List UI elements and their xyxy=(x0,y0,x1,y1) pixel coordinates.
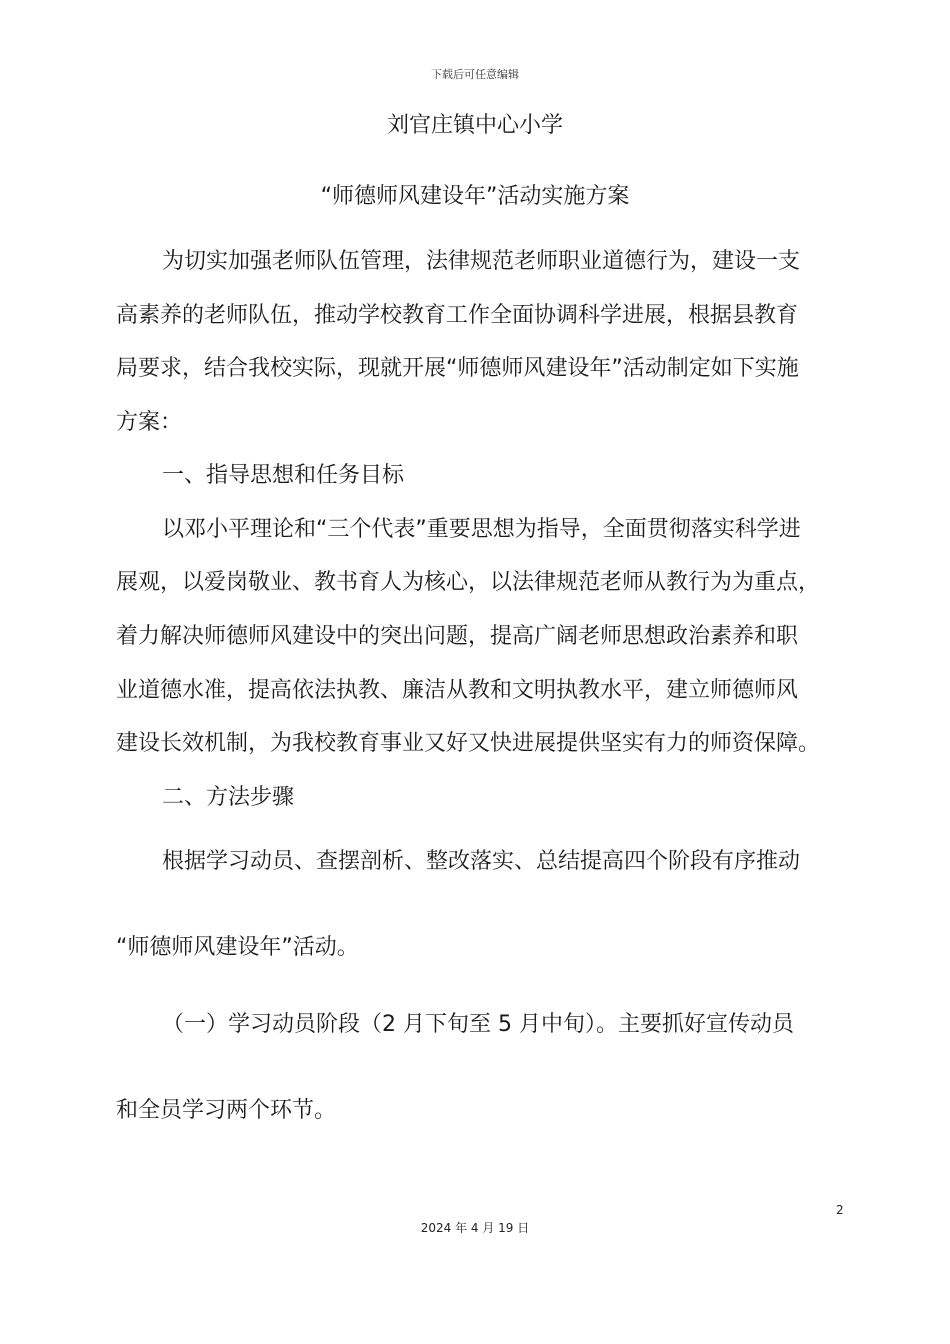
section-heading: 一、指导思想和任务目标 xyxy=(162,463,405,488)
paragraph-line: 着力解决师德师风建设中的突出问题，提高广阔老师思想政治素养和职 xyxy=(116,624,799,649)
paragraph-line: 以邓小平理论和“三个代表”重要思想为指导，全面贯彻落实科学进 xyxy=(162,517,801,542)
header-note: 下载后可任意编辑 xyxy=(431,68,519,81)
paragraph-line: 和全员学习两个环节。 xyxy=(116,1098,337,1123)
paragraph-line: 为切实加强老师队伍管理，法律规范老师职业道德行为，建设一支 xyxy=(162,249,801,274)
paragraph-line: 业道德水准，提高依法执教、廉洁从教和文明执教水平，建立师德师风 xyxy=(116,678,799,703)
footer-date: 2024 年 4 月 19 日 xyxy=(420,1221,530,1235)
paragraph-line: 方案： xyxy=(116,410,183,435)
paragraph-line: “师德师风建设年”活动。 xyxy=(116,935,359,960)
paragraph-line: 建设长效机制，为我校教育事业又好又快进展提供坚实有力的师资保障。 xyxy=(116,731,821,756)
paragraph-line: 高素养的老师队伍，推动学校教育工作全面协调科学进展，根据县教育 xyxy=(116,303,799,328)
paragraph-line: 展观，以爱岗敬业、教书育人为核心，以法律规范老师从教行为为重点， xyxy=(116,570,821,595)
document-title: 刘官庄镇中心小学 xyxy=(386,113,563,138)
page-number: 2 xyxy=(836,1203,844,1217)
paragraph-line: （一）学习动员阶段（2 月下旬至 5 月中旬）。主要抓好宣传动员 xyxy=(162,1012,794,1037)
section-heading: 二、方法步骤 xyxy=(162,785,295,810)
document-subtitle: “师德师风建设年”活动实施方案 xyxy=(320,184,630,209)
paragraph-line: 根据学习动员、查摆剖析、整改落实、总结提高四个阶段有序推动 xyxy=(162,849,801,874)
paragraph-line: 局要求，结合我校实际，现就开展“师德师风建设年”活动制定如下实施 xyxy=(116,356,799,381)
